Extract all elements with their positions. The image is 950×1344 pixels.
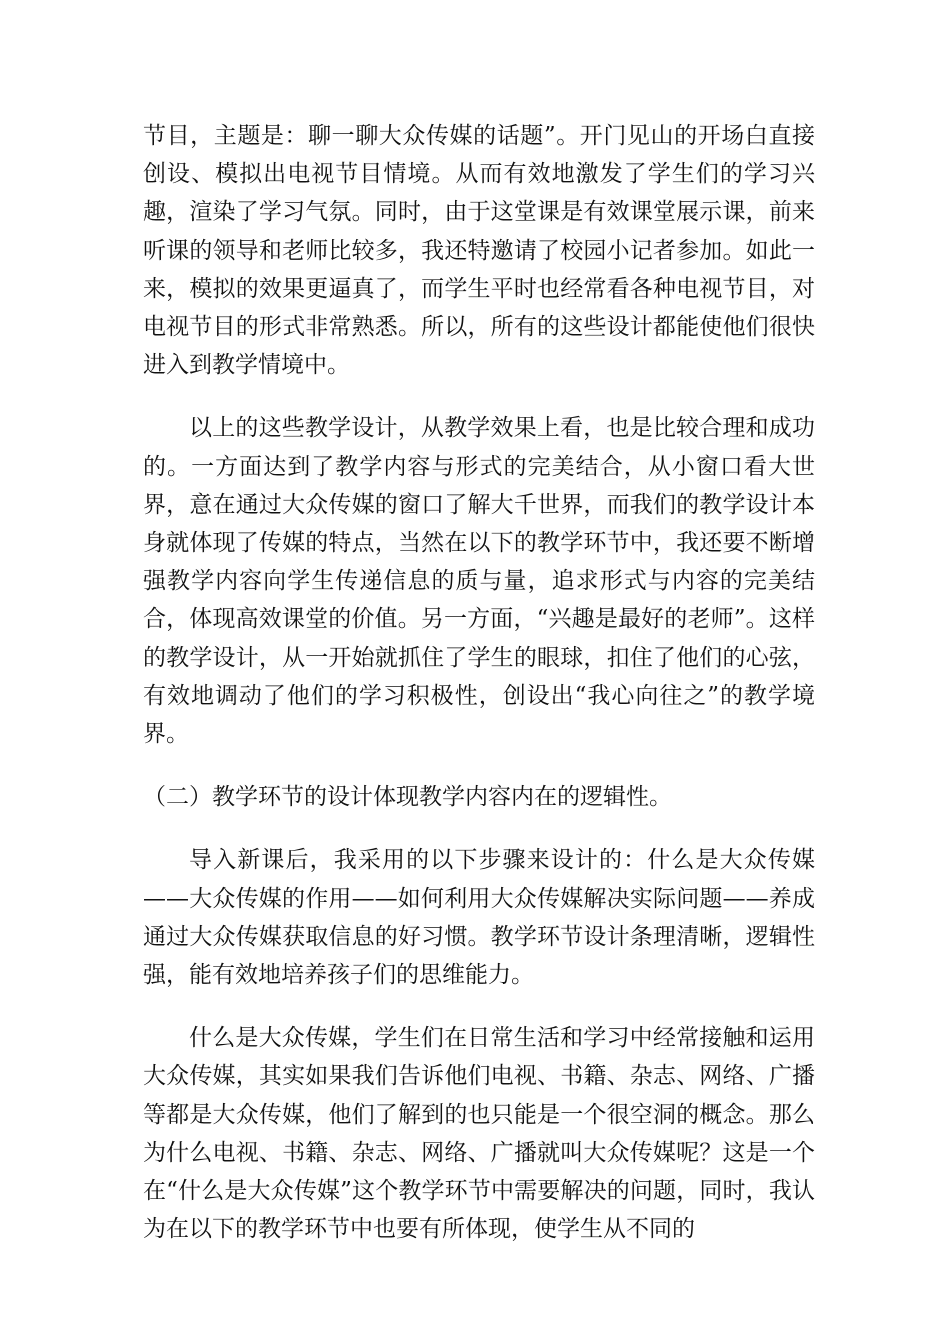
paragraph-lesson-steps: 导入新课后，我采用的以下步骤来设计的：什么是大众传媒——大众传媒的作用——如何利用大众传媒解决实际问题——养成通过大众传媒获取信息的好习惯。教学环节设计条理清晰，逻辑性强，能有效地培养孩子们的思维能力。 bbox=[143, 847, 815, 989]
paragraph-what-is-mass-media: 什么是大众传媒，学生们在日常生活和学习中经常接触和运用大众传媒，其实如果我们告诉他们电视、书籍、杂志、网络、广播等都是大众传媒，他们了解到的也只能是一个很空洞的概念。那么为什么电视、书籍、杂志、网络、广播就叫大众传媒呢？这是一个在“什么是大众传媒”这个教学环节中需要解决的问题，同时，我认为在以下的教学环节中也要有所体现，使学生从不同的 bbox=[143, 1025, 815, 1243]
section-heading-2: （二）教学环节的设计体现教学内容内在的逻辑性。 bbox=[143, 784, 672, 811]
document-body bbox=[143, 117, 815, 1248]
paragraph-continuation: 节目，主题是：聊一聊大众传媒的话题”。开门见山的开场白直接创设、模拟出电视节目情境。从而有效地激发了学生们的学习兴趣，渲染了学习气氛。同时，由于这堂课是有效课堂展示课，前来听课的领导和老师比较多，我还特邀请了校园小记者参加。如此一来，模拟的效果更逼真了，而学生平时也经常看各种电视节目，对电视节目的形式非常熟悉。所以，所有的这些设计都能使他们很快进入到教学情境中。 bbox=[143, 123, 815, 379]
paragraph-teaching-effect: 以上的这些教学设计，从教学效果上看，也是比较合理和成功的。一方面达到了教学内容与形式的完美结合，从小窗口看大世界，意在通过大众传媒的窗口了解大千世界，而我们的教学设计本身就体现了传媒的特点，当然在以下的教学环节中，我还要不断增强教学内容向学生传递信息的质与量，追求形式与内容的完美结合，体现高效课堂的价值。另一方面，“兴趣是最好的老师”。这样的教学设计，从一开始就抓住了学生的眼球，扣住了他们的心弦，有效地调动了他们的学习积极性，创设出“我心向往之”的教学境界。 bbox=[143, 415, 815, 748]
